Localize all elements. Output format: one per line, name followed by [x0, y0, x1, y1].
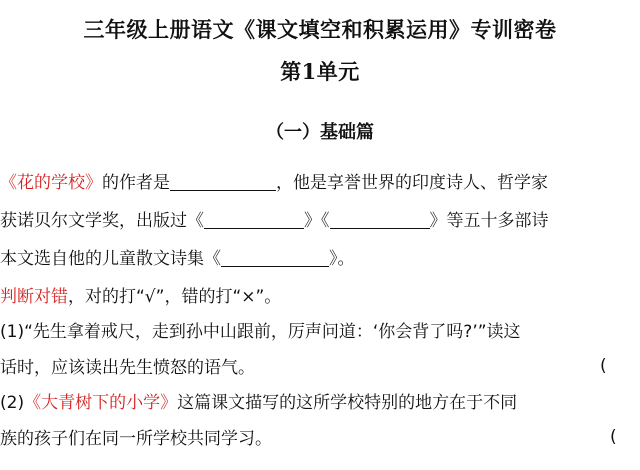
- q2-item-1-line-1: (1)“先生拿着戒尺，走到孙中山跟前，厉声问道：‘你会背了吗?’”读这: [0, 322, 521, 342]
- q2-item-2-line-2: 族的孩子们在同一所学校共同学习。: [0, 429, 272, 449]
- paper-title: 三年级上册语文《课文填空和积累运用》专训密卷: [83, 17, 557, 42]
- q1-text-a: 的作者是: [102, 173, 170, 193]
- q2-heading: [0, 285, 281, 309]
- q1-text-d: 》《: [304, 211, 330, 231]
- q2-item-1-line-2: 话时，应该读出先生愤怒的语气。: [0, 358, 255, 378]
- q1-book-title: 《花的学校》: [0, 173, 102, 193]
- q1-text-c: 获诺贝尔文学奖，出版过《: [0, 211, 204, 231]
- q2-item-2-answer-paren[interactable]: (: [610, 427, 617, 447]
- q2-item-2-number: (2): [0, 393, 25, 413]
- q1-line-3: [0, 247, 355, 271]
- q1-line-2: [0, 209, 549, 233]
- q2-item-2-line-1: [0, 391, 517, 415]
- q1-text-e: 》等五十多部诗: [429, 211, 549, 231]
- q1-text-g: 》。: [329, 249, 355, 269]
- q2-item-1-answer-paren[interactable]: (: [600, 356, 607, 376]
- q2-item-2-text: 这篇课文描写的这所学校特别的地方在于不同: [177, 393, 518, 413]
- q1-blank-book-2[interactable]: [330, 210, 430, 229]
- q2-label: 判断对错: [0, 287, 68, 307]
- q1-text-f: 本文选自他的儿童散文诗集《: [0, 249, 221, 269]
- q1-blank-book-1[interactable]: [204, 210, 304, 229]
- q1-line-1: [0, 171, 548, 195]
- q2-item-2-title: 《大青树下的小学》: [24, 393, 178, 413]
- q1-blank-collection[interactable]: [221, 248, 329, 267]
- q2-instructions: ，对的打“√”，错的打“×”。: [68, 287, 282, 307]
- q1-blank-author[interactable]: [170, 172, 276, 191]
- unit-title: 第1单元: [280, 59, 360, 84]
- q1-text-b: ，他是享誉世界的印度诗人、哲学家: [276, 173, 548, 193]
- section-heading: （一）基础篇: [266, 122, 374, 143]
